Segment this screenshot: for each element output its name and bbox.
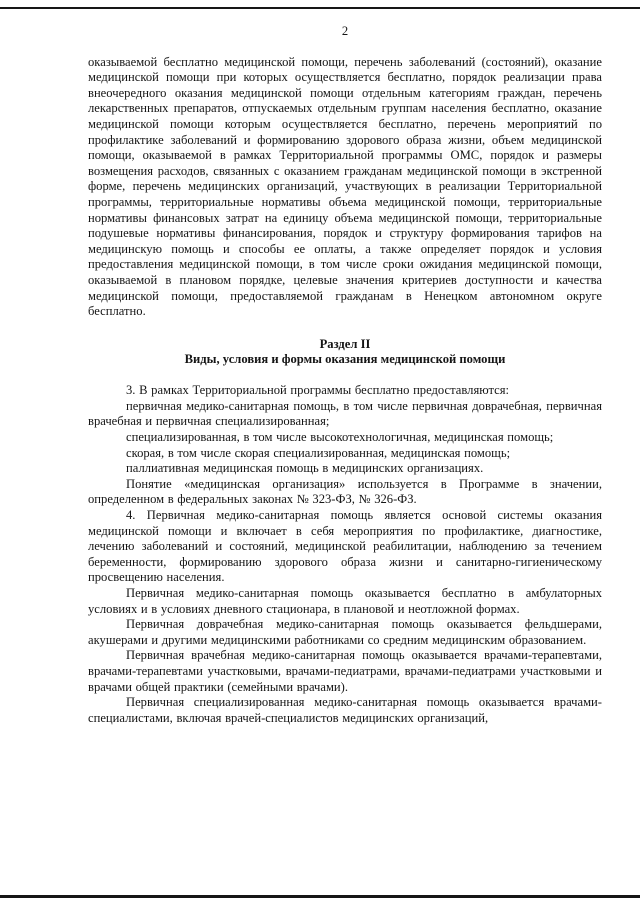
paragraph-pre-doctor-care: Первичная доврачебная медико-санитарная помощь оказывается фельдшерами, акушерами и другими медицинскими работниками со средним медицинским образованием. xyxy=(88,617,602,647)
page-content xyxy=(88,0,602,726)
paragraph-specialized-primary-care: Первичная специализированная медико-санитарная помощь оказывается врачами-специалистами, включая врачей-специалистов медицинских организаций, xyxy=(88,695,602,725)
paragraph-item-4: 4. Первичная медико-санитарная помощь является основой системы оказания медицинской помощи и включает в себя мероприятия по профилактике, диагностике, лечению заболеваний и состояний, медицинской реабилитации, наблюдению за течением беременности, формированию здорового образа жизни и санитарно-гигиеническому просвещению населения. xyxy=(88,508,602,585)
paragraph-emergency-care: скорая, в том числе скорая специализированная, медицинская помощь; xyxy=(126,445,511,460)
section-label: Раздел II xyxy=(319,336,371,351)
section-title: Виды, условия и формы оказания медицинской помощи xyxy=(184,352,506,367)
paragraph-care-conditions: Первичная медико-санитарная помощь оказывается бесплатно в амбулаторных условиях и в условиях дневного стационара, в плановой и неотложной формах. xyxy=(88,586,602,616)
paragraph-continuation: оказываемой бесплатно медицинской помощи, перечень заболеваний (состояний), оказание медицинской помощи при которых осуществляется бесплатно, порядок реализации права внеочередного оказания медицинской помощи отдельным категориям граждан, перечень лекарственных препаратов, отпускаемых отдельным группам населения бесплатно, оказание медицинской помощи которым осуществляется бесплатно, перечень мероприятий по профилактике заболеваний и формированию здорового образа жизни, объем медицинской помощи, оказываемой в рамках Территориальной программы ОМС, порядок и размеры возмещения расходов, связанных с оказанием гражданам медицинской помощи в экстренной форме, перечень медицинских организаций, участвующих в реализации Территориальной программы, территориальные нормативы объема медицинской помощи, территориальные нормативы финансовых затрат на единицу объема медицинской помощи, территориальные подушевые нормативы финансирования, порядок и структуру формирования тарифов на медицинскую помощь и способы ее оплаты, а также определяет порядок и условия предоставления медицинской помощи, в том числе сроки ожидания медицинской помощи, оказываемой в плановом порядке, целевые значения критериев доступности и качества медицинской помощи, предоставляемой гражданам в Ненецком автономном округе бесплатно. xyxy=(88,54,602,319)
paragraph-specialized-care: специализированная, в том числе высокотехнологичная, медицинская помощь; xyxy=(126,430,554,445)
paragraph-item-3: 3. В рамках Территориальной программы бесплатно предоставляются: xyxy=(126,383,510,398)
page-number: 2 xyxy=(341,24,349,38)
paragraph-palliative-care: паллиативная медицинская помощь в медицинских организациях. xyxy=(126,461,484,476)
scan-bottom-border-line xyxy=(0,895,640,898)
paragraph-primary-care-types: первичная медико-санитарная помощь, в том числе первичная доврачебная, первичная врачебная и первичная специализированная; xyxy=(88,398,602,429)
paragraph-term-definition: Понятие «медицинская организация» используется в Программе в значении, определенном в федеральных законах № 323-ФЗ, № 326-ФЗ. xyxy=(88,476,602,507)
paragraph-doctor-care: Первичная врачебная медико-санитарная помощь оказывается врачами-терапевтами, врачами-терапевтами участковыми, врачами-педиатрами, врачами-педиатрами участковыми и врачами общей практики (семейными врачами). xyxy=(88,648,602,694)
